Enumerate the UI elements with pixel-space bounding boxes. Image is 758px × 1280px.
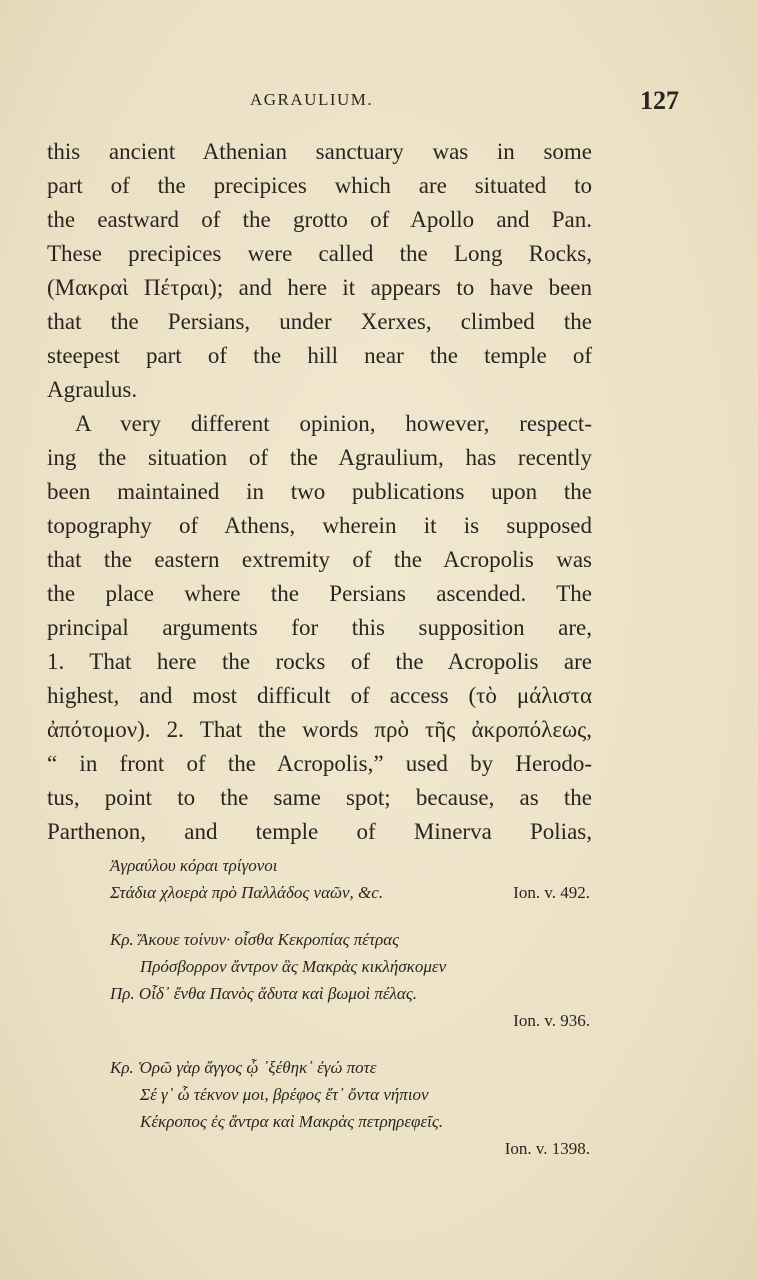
quote-line — [110, 879, 590, 906]
text-line: that the eastern extremity of the Acropolis was — [47, 547, 592, 572]
quote-line: Σέ γ᾽ ὦ τέκνον μοι, βρέφος ἔτ᾽ ὄντα νήπιον — [140, 1085, 429, 1104]
citation: Ion. v. 936. — [513, 1011, 590, 1030]
quote-line: Κρ. Ἄκουε τοίνυν· οἶσθα Κεκροπίας πέτρας — [110, 930, 400, 949]
quote-line: Πρ. Οἶδ᾽ ἔνθα Πανὸς ἄδυτα καὶ βωμοὶ πέλας. — [110, 984, 417, 1003]
footnotes — [110, 852, 590, 1182]
footnote-quote-1 — [110, 852, 590, 906]
text-line: ἀπότομον). 2. That the words πρὸ τῆς ἀκροπόλεως, — [47, 717, 592, 742]
text-line: tus, point to the same spot; because, as the — [47, 785, 592, 810]
quote-line: Ἀγραύλου κόραι τρίγονοι — [110, 856, 278, 875]
page-number: 127 — [640, 86, 679, 115]
text-line: highest, and most difficult of access (τὸ μάλιστα — [47, 683, 592, 708]
quote-line: Κρ. Ὁρῶ γὰρ ἄγγος ᾧ ᾽ξέθηκ᾽ ἐγώ ποτε — [110, 1058, 377, 1077]
footnote-quote-3 — [110, 1054, 590, 1162]
text-line: the place where the Persians ascended. The — [47, 581, 592, 606]
text-line: part of the precipices which are situated to — [47, 173, 592, 198]
citation: Ion. v. 492. — [513, 883, 590, 902]
text-line: this ancient Athenian sanctuary was in some — [47, 139, 592, 164]
main-text — [47, 135, 592, 849]
text-line: steepest part of the hill near the temple of — [47, 343, 592, 368]
running-title: AGRAULIUM. — [250, 90, 374, 109]
citation: Ion. v. 1398. — [504, 1139, 590, 1158]
text-line: 1. That here the rocks of the Acropolis are — [47, 649, 592, 674]
text-line: “ in front of the Acropolis,” used by Herodo- — [47, 751, 592, 776]
text-line: principal arguments for this supposition are, — [47, 615, 592, 640]
text-line: the eastward of the grotto of Apollo and Pan. — [47, 207, 592, 232]
text-line: that the Persians, under Xerxes, climbed the — [47, 309, 592, 334]
text-line: A very different opinion, however, respect- — [75, 411, 592, 436]
text-line: Agraulus. — [47, 377, 138, 402]
quote-line: Κέκροπος ἐς ἄντρα καὶ Μακρὰς πετρηρεφεῖς. — [140, 1112, 444, 1131]
text-line: Parthenon, and temple of Minerva Polias, — [47, 819, 592, 844]
quote-line: Πρόσβορρον ἄντρον ἃς Μακρὰς κικλήσκομεν — [140, 957, 447, 976]
text-line: topography of Athens, wherein it is supposed — [47, 513, 592, 538]
quote-text: Στάδια χλοερὰ πρὸ Παλλάδος ναῶν, &c. — [110, 883, 384, 902]
text-line: These precipices were called the Long Rocks, — [47, 241, 592, 266]
text-line: ing the situation of the Agraulium, has recently — [47, 445, 592, 470]
text-line: been maintained in two publications upon the — [47, 479, 592, 504]
text-line: (Μακραὶ Πέτραι); and here it appears to have been — [47, 275, 592, 300]
footnote-quote-2 — [110, 926, 590, 1034]
